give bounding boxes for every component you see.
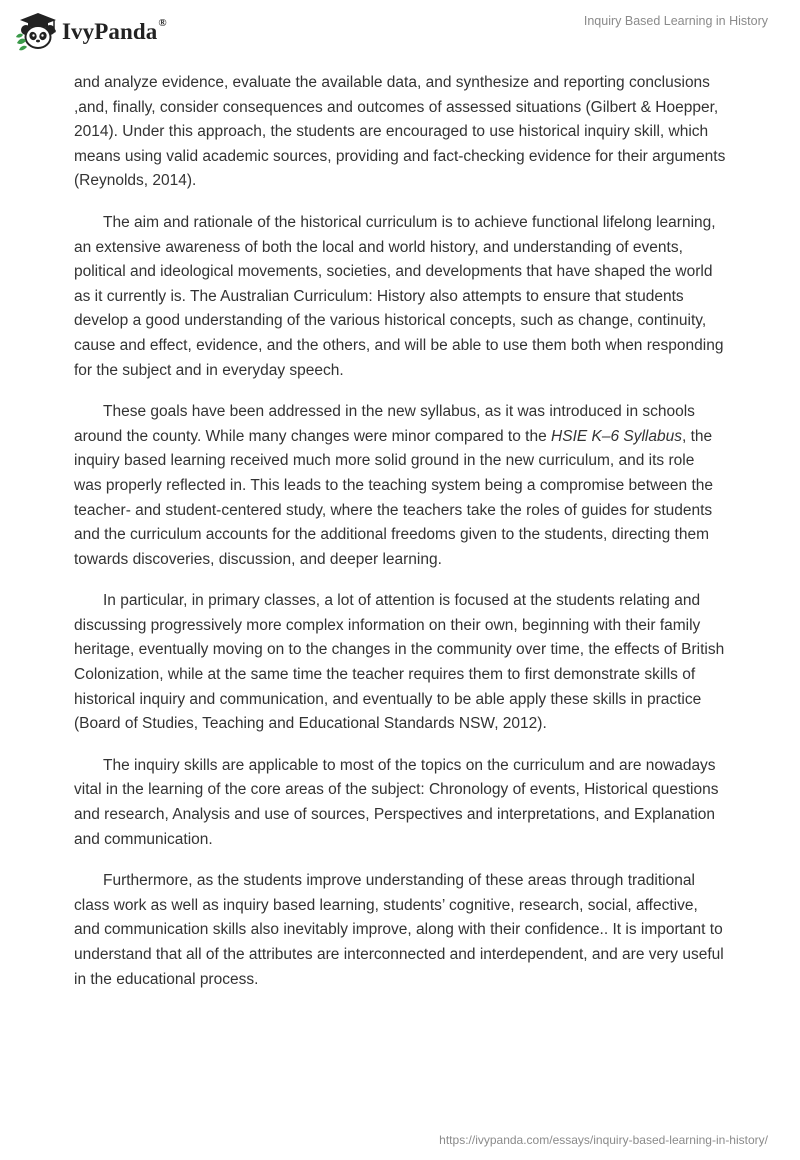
paragraph-3-start: These goals have been addressed in the new syllabus, as it was introduced in schools around the county. While many changes were minor compared to the — [74, 403, 695, 445]
essay-body — [74, 71, 726, 1009]
paragraph-5: The inquiry skills are applicable to most of the topics on the curriculum and are nowadays vital in the learning of the core areas of the subject: Chronology of events, Historical questions and research, Analysis and use of sources, Perspectives and interpretations, and Explanation and communication. — [74, 756, 719, 848]
trademark-symbol: ® — [158, 17, 167, 30]
syllabus-title: HSIE K–6 Syllabus — [551, 427, 682, 445]
source-url-link[interactable]: https://ivypanda.com/essays/inquiry-based-learning-in-history/ — [439, 1133, 768, 1147]
paragraph-2: The aim and rationale of the historical curriculum is to achieve functional lifelong learning, an extensive awareness of both the local and world history, and understanding of events, political and ideological movements, societies, and developments that have shaped the world as it currently is. The Australian Curriculum: History also attempts to ensure that students develop a good understanding of the various historical concepts, such as change, continuity, cause and effect, evidence, and the others, and will be able to use them both when responding for the subject and in everyday speech. — [74, 213, 724, 379]
panda-graduate-icon — [14, 10, 60, 52]
page-header — [0, 0, 800, 60]
document-title: Inquiry Based Learning in History — [583, 14, 768, 28]
paragraph-4: In particular, in primary classes, a lot of attention is focused at the students relating and discussing progressively more complex information on their own, beginning with their family heritage, eventually moving on to the changes in the community over time, the effects of British Colonization, while at the same time the teacher requires them to first demonstrate skills of historical inquiry and communication, and eventually to be able apply these skills in practice (Board of Studies, Teaching and Educational Standards NSW, 2012). — [74, 592, 725, 733]
paragraph-6: Furthermore, as the students improve understanding of these areas through traditional class work as well as inquiry based learning, students’ cognitive, research, social, affective, and communication skills also inevitably improve, along with their confidence.. It is important to understand that all of the attributes are interconnected and interdependent, and are very useful in the educational process. — [74, 872, 724, 988]
brand-text: IvyPanda — [62, 19, 158, 44]
paragraph-3 — [74, 400, 726, 572]
brand-name — [62, 19, 167, 45]
paragraph-3-end: , the inquiry based learning received much more solid ground in the new curriculum, and its role was properly reflected in. This leads to the teaching system being a compromise between the teacher- and student-centered study, where the teachers take the roles of guides for students and the curriculum accounts for the additional freedoms given to the students, directing them towards discoveries, discussion, and deeper learning. — [74, 427, 713, 568]
ivypanda-logo[interactable] — [14, 10, 167, 52]
paragraph-1: and analyze evidence, evaluate the available data, and synthesize and reporting conclusions ,and, finally, consider consequences and outcomes of assessed situations (Gilbert & Hoepper, 2014). Under this approach, the students are encouraged to use historical inquiry skill, which means using valid academic sources, providing and fact-checking evidence for their arguments (Reynolds, 2014). — [74, 74, 726, 190]
